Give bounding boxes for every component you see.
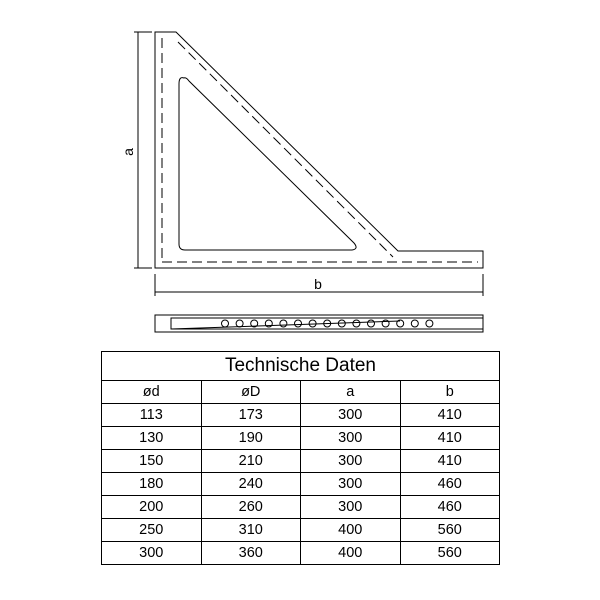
table-cell: 300 [301,496,401,519]
hole [411,320,418,327]
dimension-a-label: a [120,148,136,156]
header-cell-od-large: øD [201,381,301,404]
header-cell-od-small: ød [102,381,202,404]
hole [368,320,375,327]
hole [295,320,302,327]
table-cell: 560 [400,542,500,565]
table-cell: 410 [400,427,500,450]
table-body [102,404,500,565]
table-cell: 130 [102,427,202,450]
table-row [102,496,500,519]
header-cell-a: a [301,381,401,404]
table-row [102,519,500,542]
table-cell: 300 [102,542,202,565]
table-cell: 173 [201,404,301,427]
bracket-top-view [155,315,483,332]
hole [353,320,360,327]
table-cell: 410 [400,450,500,473]
bracket-cutout [179,78,356,250]
hole [280,320,287,327]
table-row [102,450,500,473]
table-cell: 310 [201,519,301,542]
table-cell: 400 [301,542,401,565]
table-cell: 250 [102,519,202,542]
table-cell: 260 [201,496,301,519]
table-row [102,473,500,496]
bracket-outline [155,32,483,268]
table-cell: 300 [301,473,401,496]
table-cell: 200 [102,496,202,519]
table-cell: 560 [400,519,500,542]
table-title: Technische Daten [102,352,500,381]
table-cell: 400 [301,519,401,542]
dimension-b-label: b [314,276,322,292]
table-cell: 460 [400,473,500,496]
table-cell: 210 [201,450,301,473]
table-cell: 113 [102,404,202,427]
table-cell: 460 [400,496,500,519]
hole [222,320,229,327]
table-cell: 190 [201,427,301,450]
table-cell: 360 [201,542,301,565]
table-row [102,404,500,427]
fold-lines [162,38,478,262]
table-cell: 180 [102,473,202,496]
table-cell: 300 [301,450,401,473]
table-cell: 300 [301,427,401,450]
table-cell: 240 [201,473,301,496]
table-cell: 300 [301,404,401,427]
hole [426,320,433,327]
header-cell-b: b [400,381,500,404]
table-row [102,542,500,565]
hole [236,320,243,327]
table-header-row [102,381,500,404]
hole [397,320,404,327]
table-row [102,427,500,450]
table-cell: 410 [400,404,500,427]
dimension-a [134,32,152,268]
table-cell: 150 [102,450,202,473]
technical-data-table [101,351,500,565]
